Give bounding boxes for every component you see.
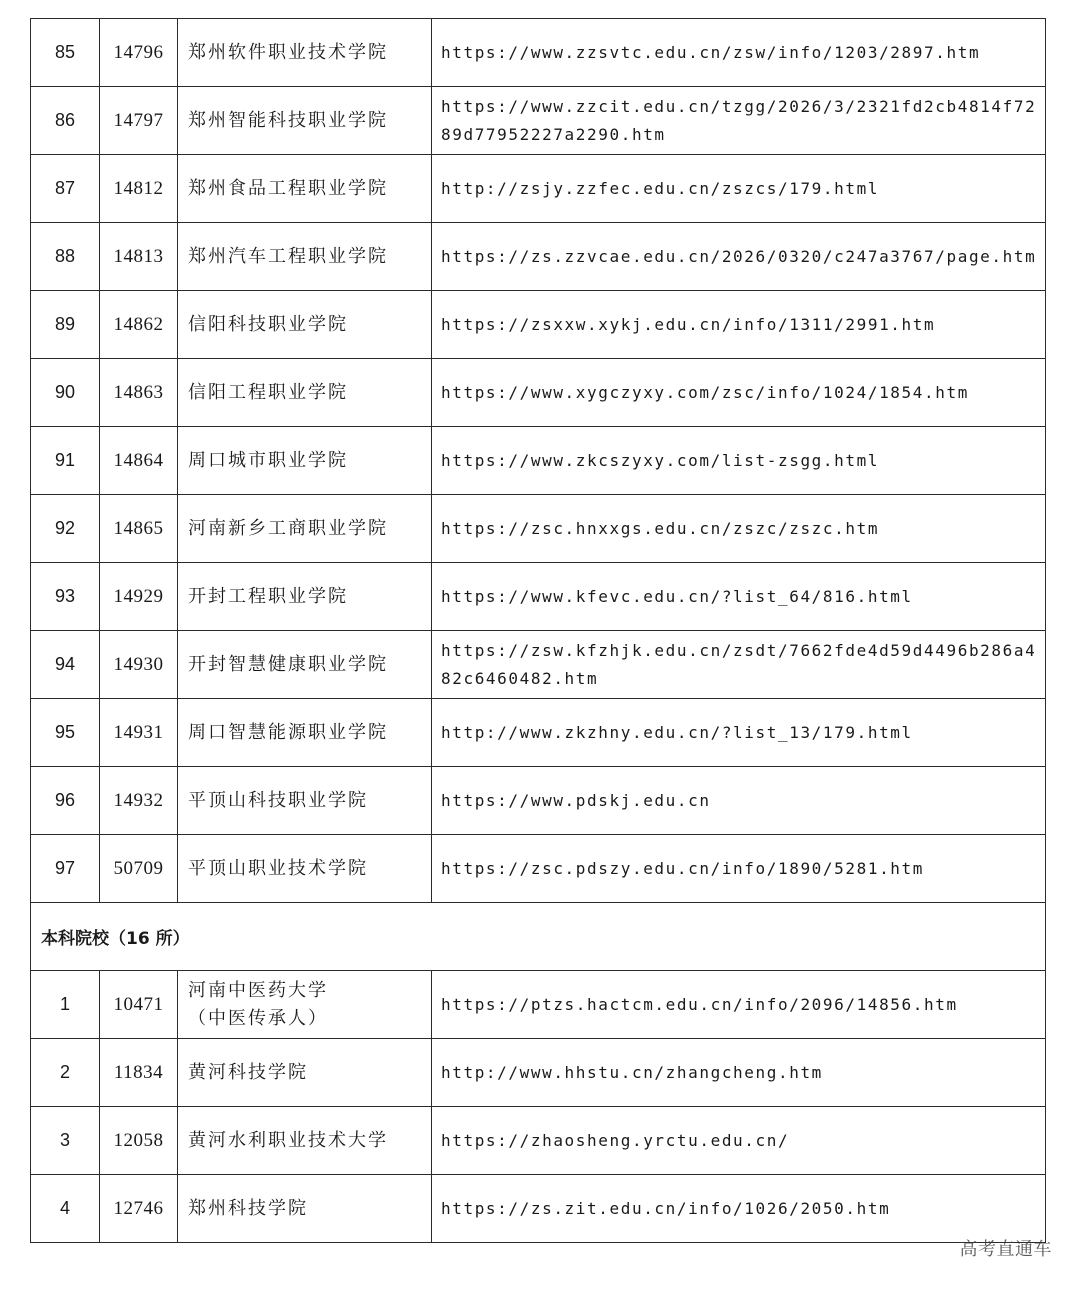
admission-url[interactable]: https://www.pdskj.edu.cn	[432, 767, 1046, 835]
admission-url[interactable]: https://zsxxw.xykj.edu.cn/info/1311/2991.htm	[432, 291, 1046, 359]
school-name-line: 信阳科技职业学院	[188, 313, 348, 335]
school-name	[178, 563, 432, 631]
row-index: 2	[31, 1039, 100, 1107]
table-row	[31, 87, 1046, 155]
admission-url[interactable]: http://zsjy.zzfec.edu.cn/zszcs/179.html	[432, 155, 1046, 223]
table-row	[31, 835, 1046, 903]
school-code: 14930	[100, 631, 178, 699]
school-code: 14932	[100, 767, 178, 835]
admission-url[interactable]: https://www.zzcit.edu.cn/tzgg/2026/3/2321fd2cb4814f7289d77952227a2290.htm	[432, 87, 1046, 155]
school-name-line: 开封工程职业学院	[188, 585, 348, 607]
row-index: 3	[31, 1107, 100, 1175]
admission-url[interactable]: https://ptzs.hactcm.edu.cn/info/2096/14856.htm	[432, 971, 1046, 1039]
table-row	[31, 291, 1046, 359]
table-row	[31, 223, 1046, 291]
school-code: 14929	[100, 563, 178, 631]
school-name	[178, 1039, 432, 1107]
admission-url[interactable]: https://zs.zit.edu.cn/info/1026/2050.htm	[432, 1175, 1046, 1243]
table-row	[31, 495, 1046, 563]
school-name-line: 郑州智能科技职业学院	[188, 109, 388, 131]
school-name	[178, 291, 432, 359]
school-name	[178, 19, 432, 87]
school-name-line: 郑州食品工程职业学院	[188, 177, 388, 199]
school-name	[178, 359, 432, 427]
school-code: 14796	[100, 19, 178, 87]
table-row	[31, 19, 1046, 87]
school-name	[178, 1107, 432, 1175]
watermark-text: 高考直通车	[959, 1239, 1052, 1260]
school-name-line: 黄河科技学院	[188, 1061, 308, 1083]
section-block	[31, 903, 1046, 971]
row-index: 97	[31, 835, 100, 903]
school-name	[178, 767, 432, 835]
row-index: 86	[31, 87, 100, 155]
school-code: 14812	[100, 155, 178, 223]
school-name	[178, 223, 432, 291]
table-row	[31, 631, 1046, 699]
school-code: 12058	[100, 1107, 178, 1175]
admission-url[interactable]: https://zhaosheng.yrctu.edu.cn/	[432, 1107, 1046, 1175]
school-name	[178, 835, 432, 903]
school-code: 50709	[100, 835, 178, 903]
table-row	[31, 563, 1046, 631]
section-header: 本科院校（16 所）	[31, 903, 1046, 971]
row-index: 95	[31, 699, 100, 767]
table-row	[31, 699, 1046, 767]
admission-url[interactable]: https://zsw.kfzhjk.edu.cn/zsdt/7662fde4d59d4496b286a482c6460482.htm	[432, 631, 1046, 699]
table-row	[31, 1039, 1046, 1107]
school-code: 12746	[100, 1175, 178, 1243]
row-index: 89	[31, 291, 100, 359]
school-name-line: （中医传承人）	[188, 1007, 328, 1029]
row-index: 88	[31, 223, 100, 291]
admission-url[interactable]: https://zs.zzvcae.edu.cn/2026/0320/c247a3767/page.htm	[432, 223, 1046, 291]
school-name	[178, 495, 432, 563]
school-name-line: 周口智慧能源职业学院	[188, 721, 388, 743]
admission-url[interactable]: https://zsc.pdszy.edu.cn/info/1890/5281.htm	[432, 835, 1046, 903]
school-name-line: 河南中医药大学	[188, 979, 328, 1001]
table-row	[31, 427, 1046, 495]
school-name-line: 郑州软件职业技术学院	[188, 41, 388, 63]
school-code: 14813	[100, 223, 178, 291]
row-index: 94	[31, 631, 100, 699]
table-row	[31, 1175, 1046, 1243]
admission-url[interactable]: http://www.hhstu.cn/zhangcheng.htm	[432, 1039, 1046, 1107]
school-name-line: 郑州科技学院	[188, 1197, 308, 1219]
vocational-rows	[31, 19, 1046, 903]
admission-url[interactable]: http://www.zkzhny.edu.cn/?list_13/179.html	[432, 699, 1046, 767]
school-name	[178, 971, 432, 1039]
school-name	[178, 155, 432, 223]
school-code: 14797	[100, 87, 178, 155]
row-index: 96	[31, 767, 100, 835]
school-name	[178, 87, 432, 155]
row-index: 92	[31, 495, 100, 563]
school-name-line: 郑州汽车工程职业学院	[188, 245, 388, 267]
undergraduate-rows	[31, 971, 1046, 1243]
row-index: 91	[31, 427, 100, 495]
school-name-line: 信阳工程职业学院	[188, 381, 348, 403]
school-code: 14862	[100, 291, 178, 359]
school-name-line: 周口城市职业学院	[188, 449, 348, 471]
table-row	[31, 155, 1046, 223]
table-row	[31, 767, 1046, 835]
row-index: 87	[31, 155, 100, 223]
school-name-line: 黄河水利职业技术大学	[188, 1129, 388, 1151]
school-code: 10471	[100, 971, 178, 1039]
school-name	[178, 699, 432, 767]
school-code: 14865	[100, 495, 178, 563]
row-index: 90	[31, 359, 100, 427]
school-name	[178, 427, 432, 495]
table-row	[31, 971, 1046, 1039]
school-code: 14931	[100, 699, 178, 767]
school-name-line: 河南新乡工商职业学院	[188, 517, 388, 539]
admission-url[interactable]: https://zsc.hnxxgs.edu.cn/zszc/zszc.htm	[432, 495, 1046, 563]
institution-table	[30, 18, 1046, 1243]
admission-url[interactable]: https://www.kfevc.edu.cn/?list_64/816.html	[432, 563, 1046, 631]
table-row	[31, 1107, 1046, 1175]
school-name-line: 平顶山职业技术学院	[188, 857, 368, 879]
admission-url[interactable]: https://www.xygczyxy.com/zsc/info/1024/1854.htm	[432, 359, 1046, 427]
school-name	[178, 631, 432, 699]
admission-url[interactable]: https://www.zzsvtc.edu.cn/zsw/info/1203/2897.htm	[432, 19, 1046, 87]
school-code: 11834	[100, 1039, 178, 1107]
row-index: 4	[31, 1175, 100, 1243]
school-name-line: 开封智慧健康职业学院	[188, 653, 388, 675]
school-code: 14864	[100, 427, 178, 495]
section-header-row	[31, 903, 1046, 971]
table-row	[31, 359, 1046, 427]
school-name	[178, 1175, 432, 1243]
row-index: 93	[31, 563, 100, 631]
row-index: 85	[31, 19, 100, 87]
school-code: 14863	[100, 359, 178, 427]
school-name-line: 平顶山科技职业学院	[188, 789, 368, 811]
admission-url[interactable]: https://www.zkcszyxy.com/list-zsgg.html	[432, 427, 1046, 495]
row-index: 1	[31, 971, 100, 1039]
